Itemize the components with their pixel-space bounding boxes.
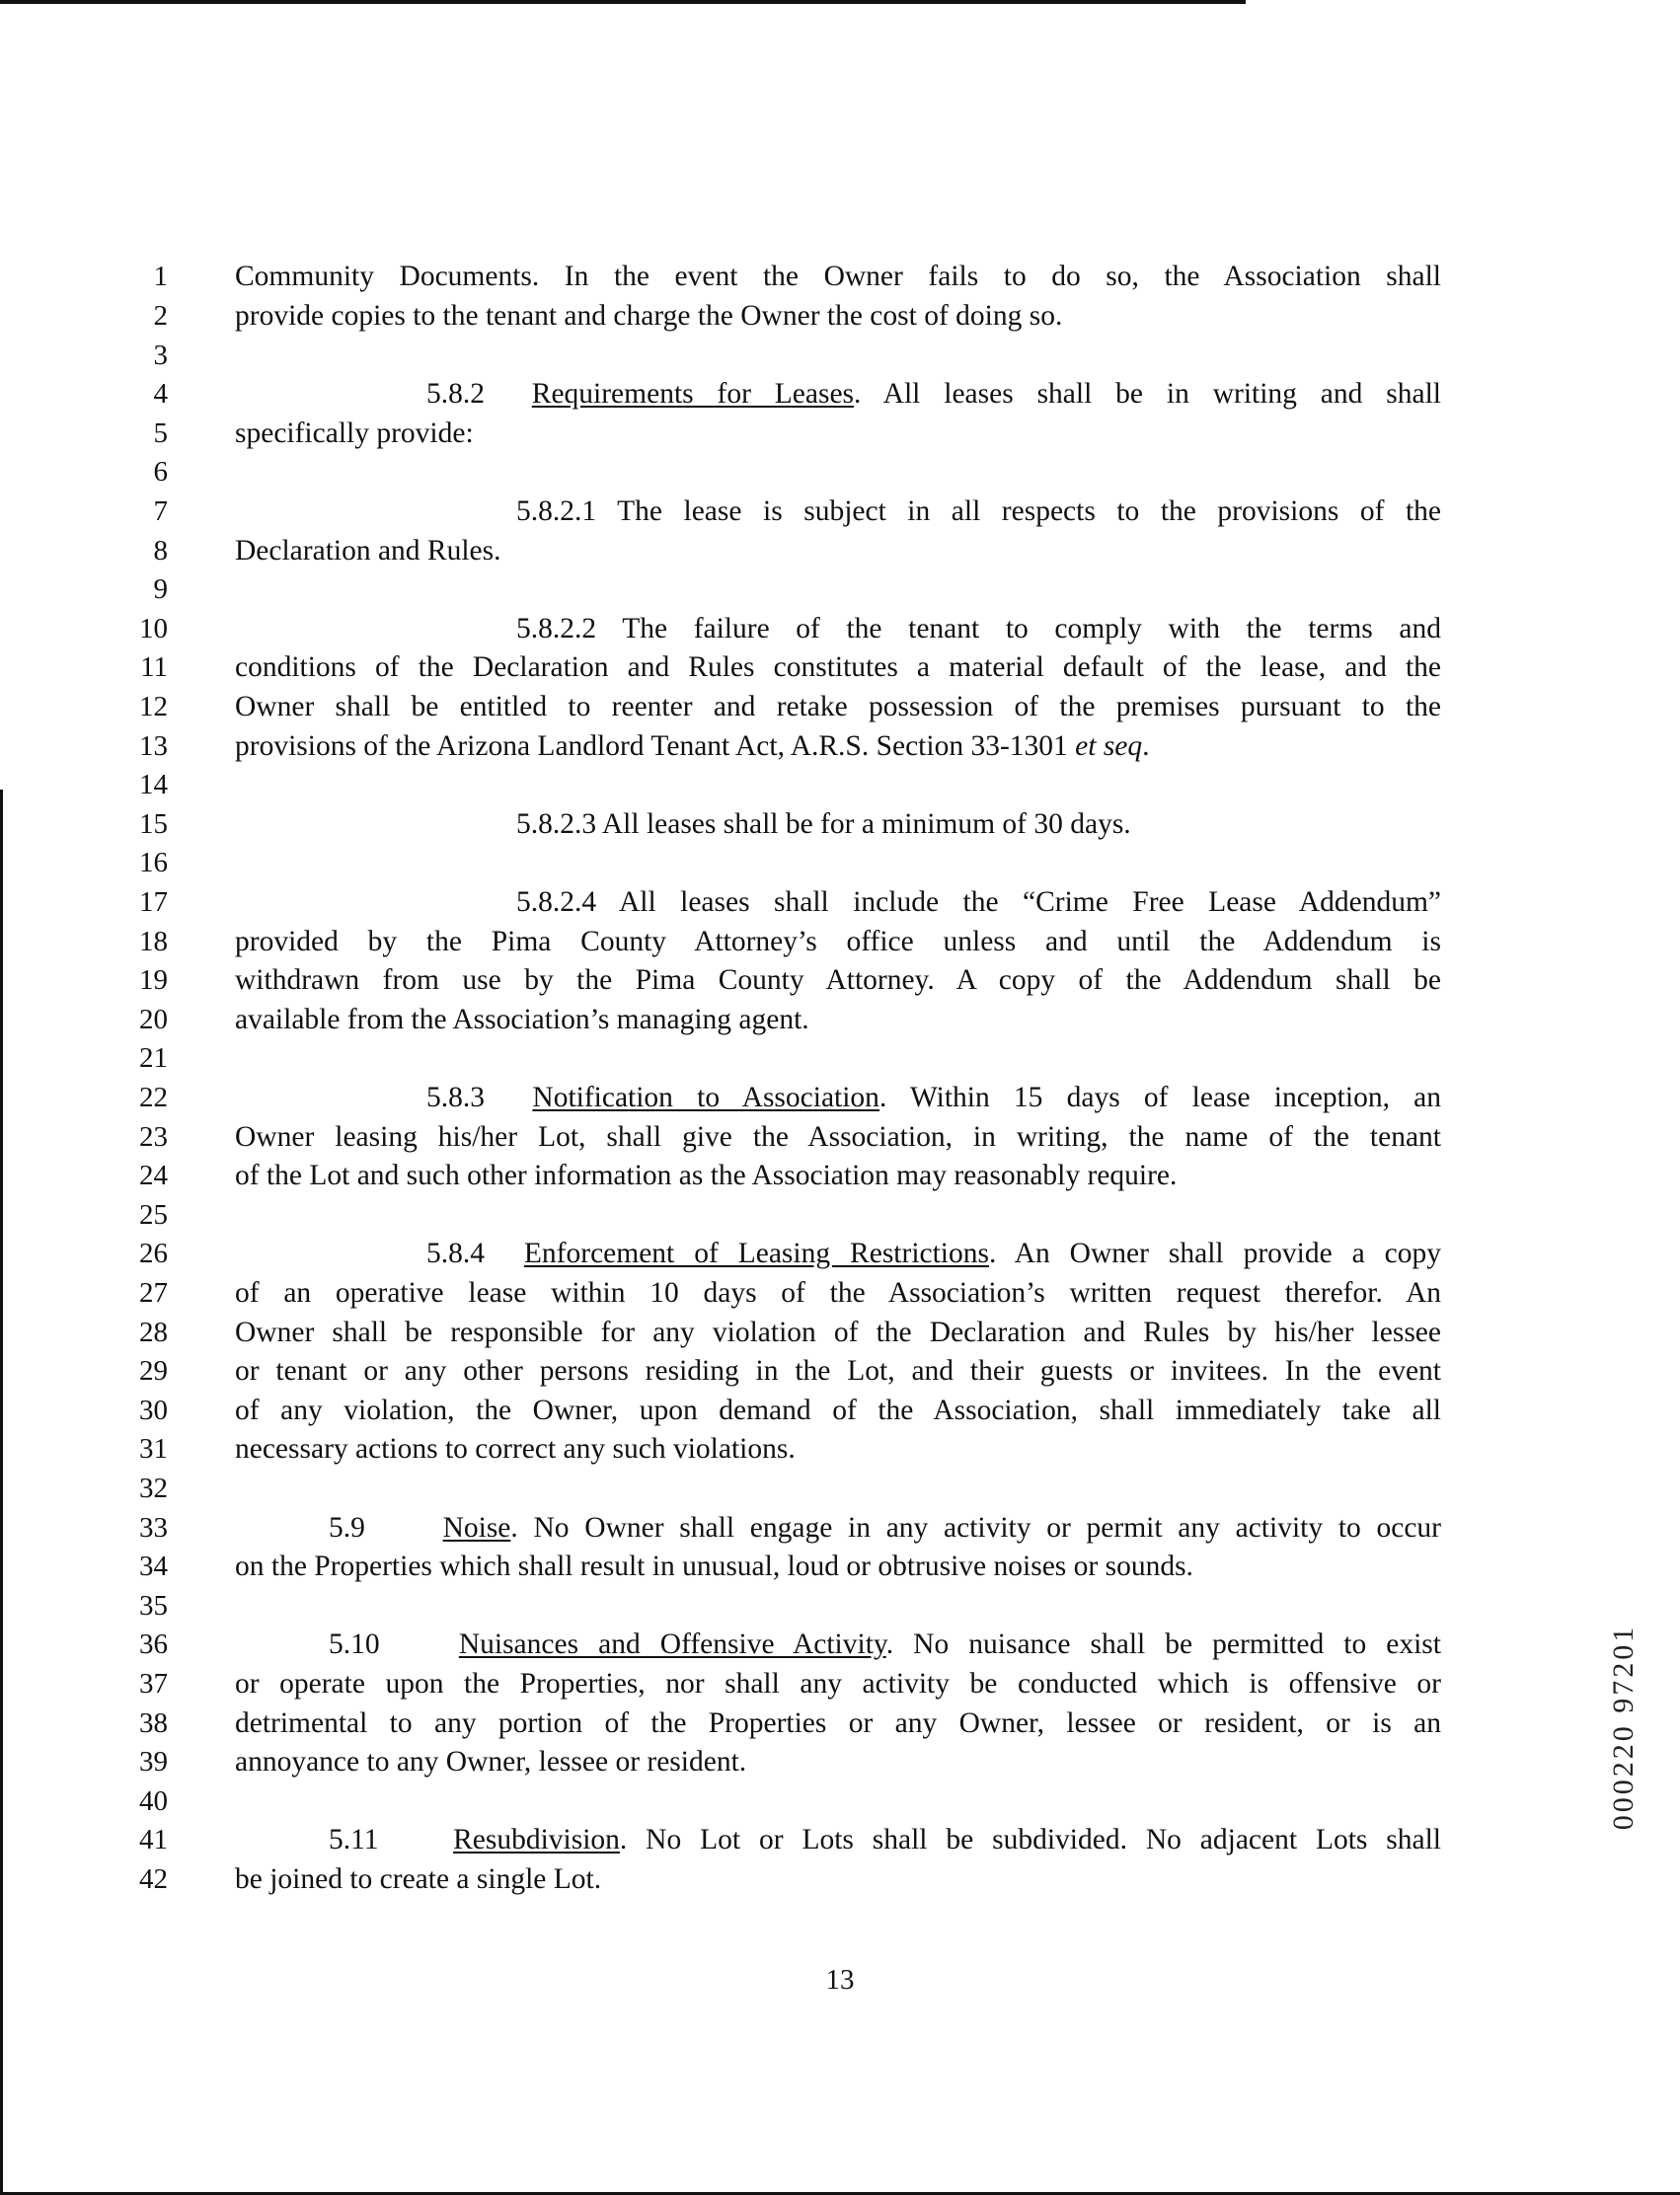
paragraph-text: . No nuisance shall be permitted to exist [885,1628,1441,1660]
paragraph-text: . No Owner shall engage in any activity or permit any activity to occur [510,1512,1442,1544]
section-number: 5.8.2 [426,378,485,410]
section-number: 5.8.4 [426,1238,485,1269]
line-number: 35 [139,1590,168,1622]
paragraph-text: . No Lot or Lots shall be subdivided. No adjacent Lots shall [619,1824,1442,1855]
line-number: 32 [139,1473,168,1504]
line-number: 42 [139,1863,168,1895]
line-number: 37 [139,1668,168,1700]
section-title: Nuisances and Offensive Activity [458,1628,886,1660]
line-number: 22 [139,1082,168,1113]
section-5-8-3-heading [426,1078,1441,1117]
line-number: 13 [139,730,168,762]
paragraph-line: 5.8.2.3 All leases shall be for a minimum of 30 days. [516,808,1131,840]
line-number: 40 [139,1785,168,1817]
line-number: 8 [153,535,168,567]
paragraph-line: necessary actions to correct any such violations. [235,1433,796,1465]
paragraph-line: 5.8.2.2 The failure of the tenant to comply with the terms and [516,613,1441,644]
paragraph-line: Community Documents. In the event the Owner fails to do so, the Association shall [235,261,1441,292]
paragraph-line: conditions of the Declaration and Rules constitutes a material default of the lease, and the [235,651,1441,683]
paragraph-line: detrimental to any portion of the Properties or any Owner, lessee or resident, or is an [235,1707,1441,1739]
paragraph-line: available from the Association’s managing agent. [235,1004,809,1035]
paragraph-line: Owner shall be entitled to reenter and retake possession of the premises pursuant to the [235,691,1441,722]
line-number: 17 [139,886,168,918]
paragraph-line [235,726,1441,766]
paragraph-line: withdrawn from use by the Pima County Attorney. A copy of the Addendum shall be [235,964,1441,996]
paragraph-line: of the Lot and such other information as the Association may reasonably require. [235,1160,1178,1191]
line-number: 33 [139,1512,168,1544]
line-number: 1 [153,261,168,292]
line-number: 4 [153,378,168,410]
paragraph-line: specifically provide: [235,417,474,449]
paragraph-line: or operate upon the Properties, nor shall any activity be conducted which is offensive or [235,1668,1441,1700]
line-number: 12 [139,691,168,722]
stamp-text: 000220 97201 [1607,1624,1640,1831]
paragraph-line: Declaration and Rules. [235,535,501,567]
line-number: 14 [139,769,168,800]
paragraph-text: . All leases shall be in writing and shall [854,378,1441,410]
line-number: 36 [139,1628,168,1660]
section-5-8-2-heading [426,374,1441,414]
line-number: 29 [139,1355,168,1387]
line-number: 7 [153,495,168,527]
line-number: 23 [139,1121,168,1153]
paragraph-line: or tenant or any other persons residing in the Lot, and their guests or invitees. In the event [235,1355,1441,1387]
section-5-10-heading [329,1625,1441,1664]
line-number: 26 [139,1238,168,1269]
section-number: 5.8.3 [426,1082,485,1113]
section-number: 5.10 [329,1628,380,1660]
line-number: 19 [139,964,168,996]
line-number: 34 [139,1551,168,1582]
section-number: 5.9 [329,1512,365,1544]
section-title: Enforcement of Leasing Restrictions [523,1238,989,1269]
line-number: 9 [153,573,168,605]
paragraph-line: be joined to create a single Lot. [235,1863,602,1895]
paragraph-line: on the Properties which shall result in unusual, loud or obtrusive noises or sounds. [235,1551,1193,1582]
scan-border-top [0,0,1246,4]
line-number: 24 [139,1160,168,1191]
paragraph-line: 5.8.2.1 The lease is subject in all respects to the provisions of the [516,495,1441,527]
paragraph-line: provided by the Pima County Attorney’s office unless and until the Addendum is [235,926,1441,957]
line-number: 41 [139,1824,168,1855]
paragraph-line: of any violation, the Owner, upon demand of the Association, shall immediately take all [235,1395,1441,1426]
line-number: 31 [139,1433,168,1465]
line-number: 28 [139,1317,168,1348]
line-number: 16 [139,847,168,878]
paragraph-text: . [1142,730,1150,762]
line-number: 5 [153,417,168,449]
line-number: 2 [153,300,168,332]
line-number: 39 [139,1746,168,1778]
line-number: 20 [139,1004,168,1035]
paragraph-line: provide copies to the tenant and charge the Owner the cost of doing so. [235,300,1063,332]
paragraph-line: Owner leasing his/her Lot, shall give the Association, in writing, the name of the tenant [235,1121,1441,1153]
paragraph-line: annoyance to any Owner, lessee or resident. [235,1746,747,1778]
paragraph-line: Owner shall be responsible for any violation of the Declaration and Rules by his/her lessee [235,1317,1441,1348]
page-number: 13 [825,1964,855,1996]
paragraph-text: . An Owner shall provide a copy [988,1238,1442,1269]
line-number: 38 [139,1707,168,1739]
section-title: Requirements for Leases [531,378,855,410]
line-number: 18 [139,926,168,957]
section-number: 5.11 [329,1824,379,1855]
section-title: Noise [442,1512,511,1544]
paragraph-line: of an operative lease within 10 days of the Association’s written request therefor. An [235,1277,1441,1309]
line-number: 11 [140,651,168,683]
line-number: 27 [139,1277,168,1309]
line-number: 15 [139,808,168,840]
paragraph-text: . Within 15 days of lease inception, an [878,1082,1441,1113]
line-number: 25 [139,1199,168,1231]
line-number: 6 [153,456,168,488]
section-title: Notification to Association [532,1082,879,1113]
paragraph-line: 5.8.2.4 All leases shall include the “Crime Free Lease Addendum” [516,886,1441,918]
section-5-9-heading [329,1508,1441,1548]
line-number: 3 [153,340,168,371]
italic-text: et seq [1075,730,1143,762]
margin-recording-stamp [1599,1589,1648,1865]
line-number: 21 [139,1042,168,1074]
paragraph-text: provisions of the Arizona Landlord Tenant Act, A.R.S. Section 33-1301 [235,730,1068,762]
section-5-11-heading [329,1820,1441,1859]
line-number: 30 [139,1395,168,1426]
line-number: 10 [139,613,168,644]
section-5-8-4-heading [426,1234,1441,1273]
section-title: Resubdivision [453,1824,620,1855]
